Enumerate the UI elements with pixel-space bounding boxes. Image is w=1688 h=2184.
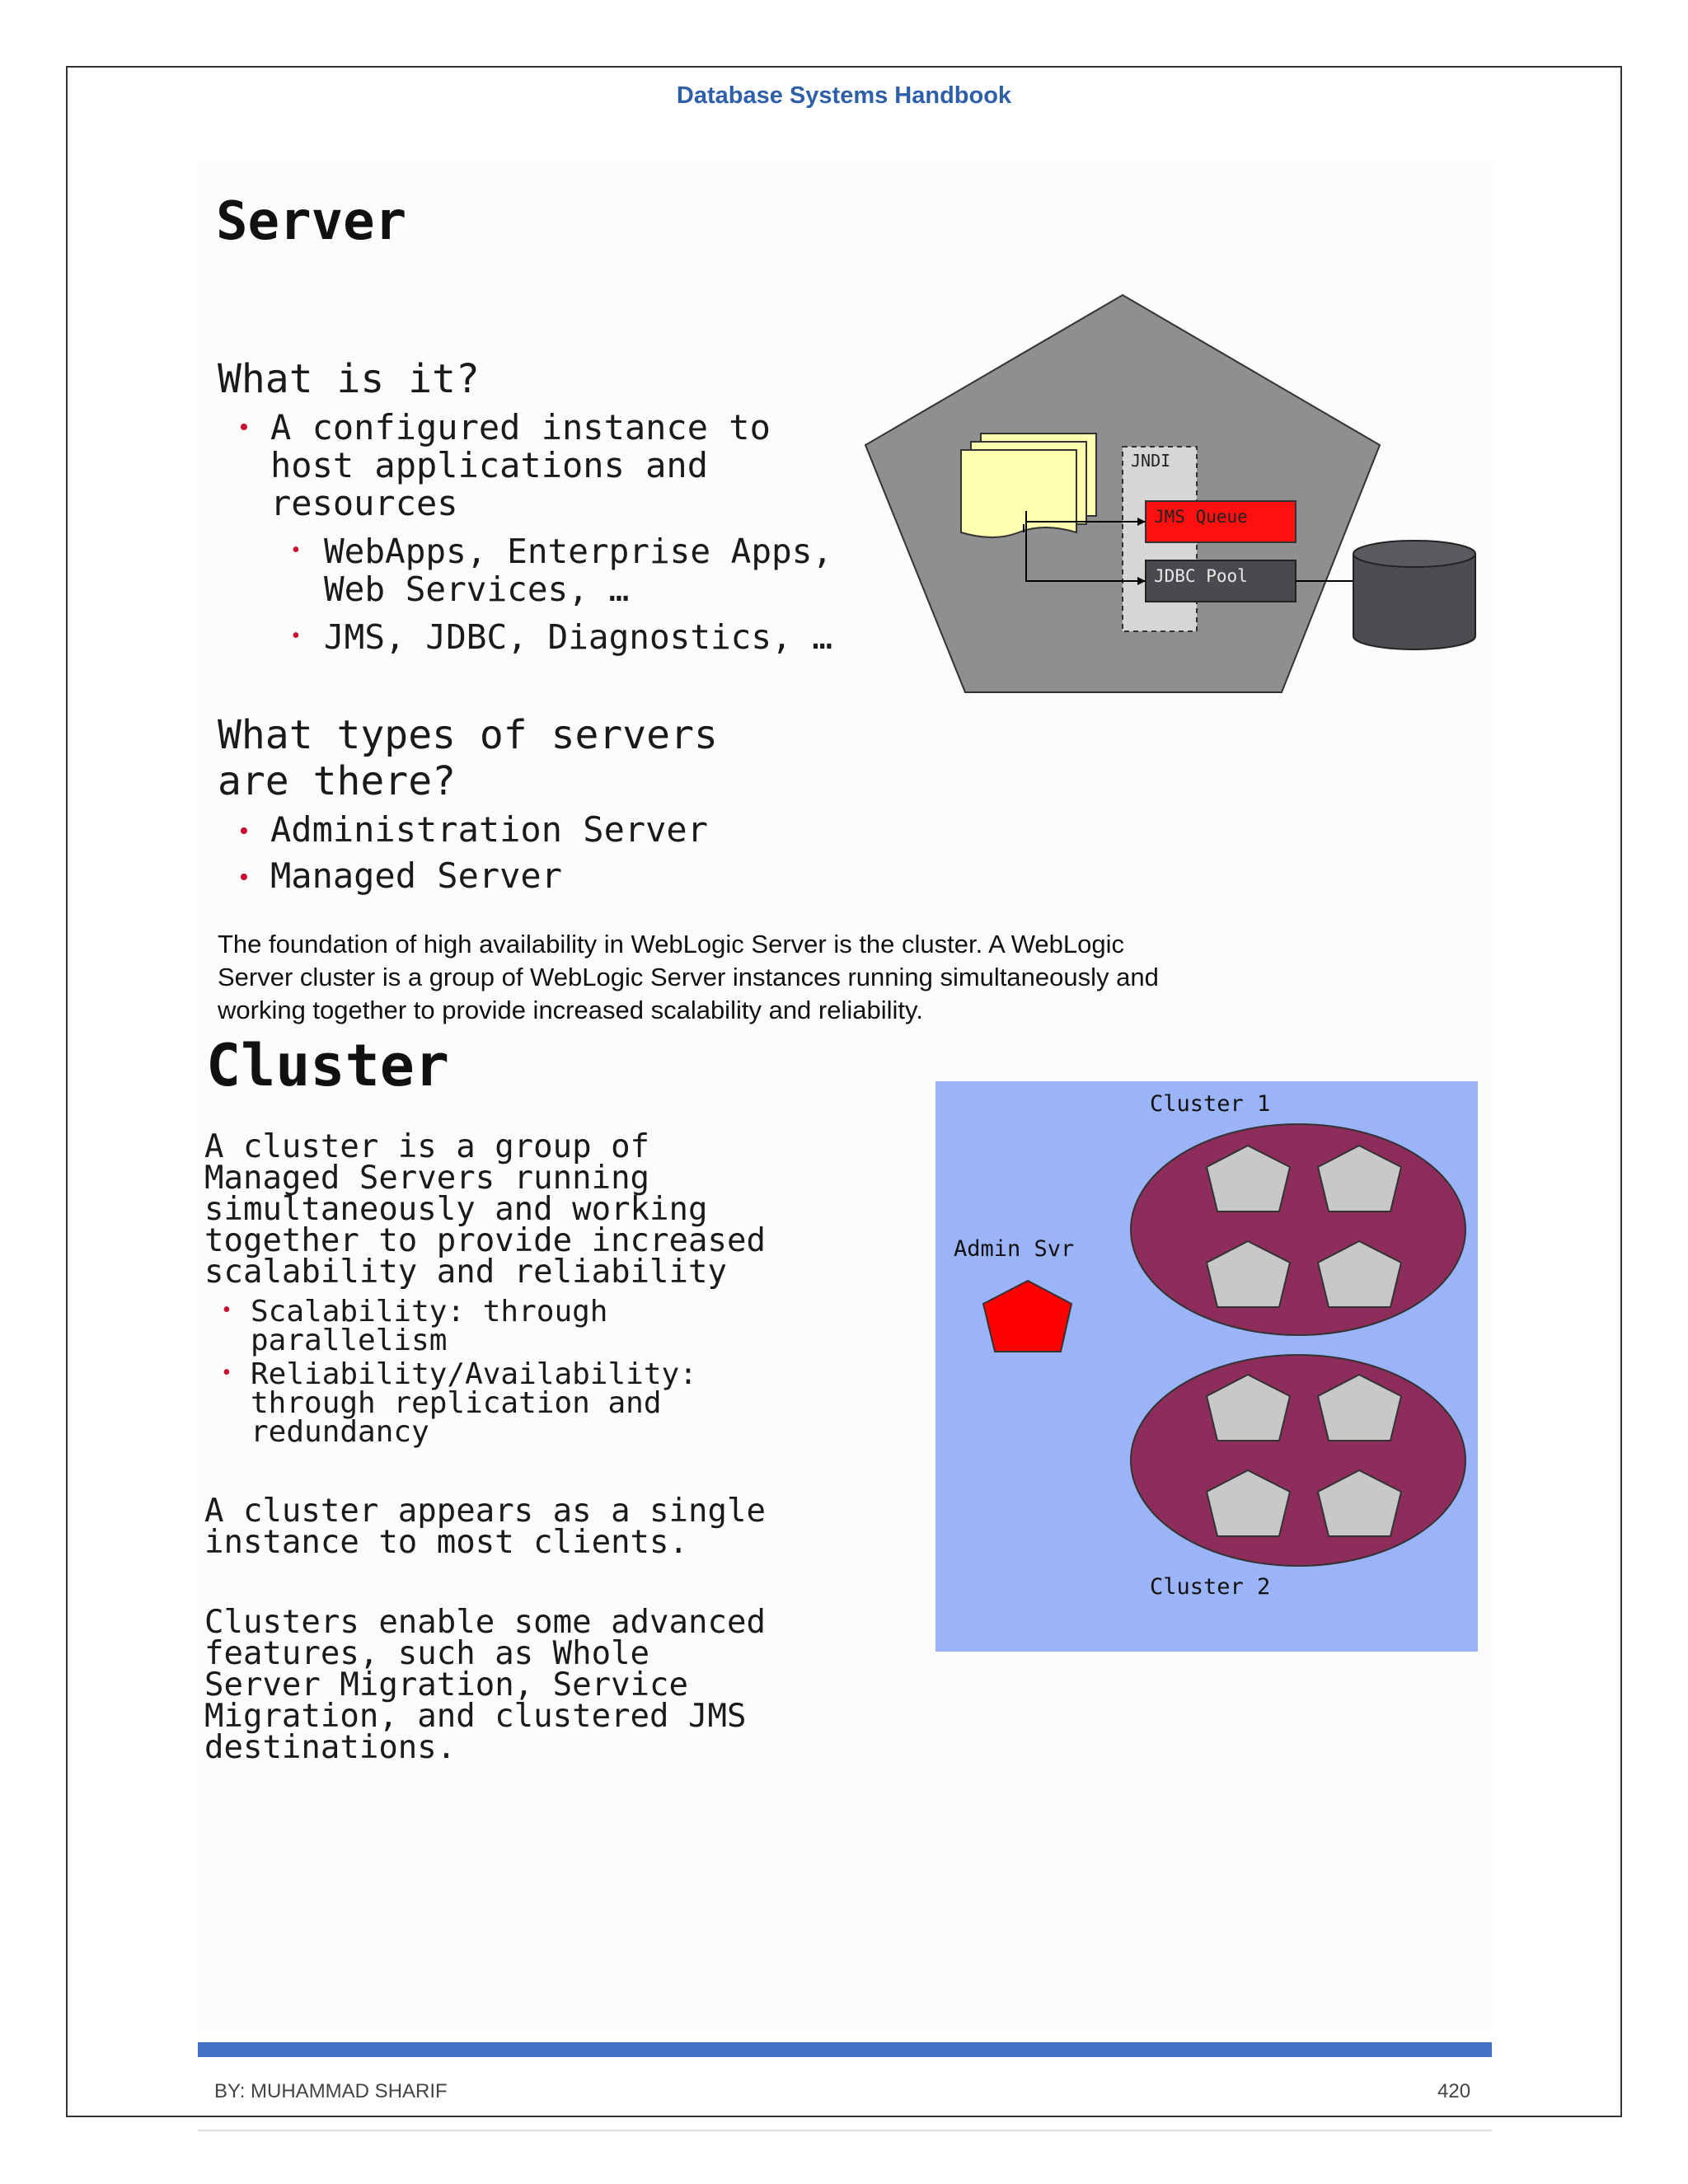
header-title: Database Systems Handbook xyxy=(676,82,1012,109)
advanced-features-line2: features, such as Whole xyxy=(204,1635,650,1672)
server-diagram xyxy=(857,288,1484,701)
advanced-features-line3: Server Migration, Service xyxy=(204,1666,688,1704)
intro-paragraph-line3: working together to provide increased scalability and reliability. xyxy=(218,996,923,1024)
page-number: 420 xyxy=(1437,2080,1471,2102)
jdbc-pool-label: JDBC Pool xyxy=(1154,566,1248,586)
footer-author: BY: MUHAMMAD SHARIF xyxy=(214,2080,448,2102)
advanced-features-line5: destinations. xyxy=(204,1729,457,1766)
cluster-intro-line5: scalability and reliability xyxy=(204,1254,727,1291)
jms-queue-label: JMS Queue xyxy=(1154,507,1248,527)
database-cylinder-body xyxy=(1353,554,1475,649)
question-types-line2: are there? xyxy=(218,758,456,804)
bullet-configured-line1: A configured instance to xyxy=(270,407,771,448)
advanced-features-line1: Clusters enable some advanced xyxy=(204,1604,766,1641)
scalability-line2: parallelism xyxy=(251,1324,448,1357)
scalability-line1: Scalability: through xyxy=(251,1295,608,1329)
database-cylinder-top xyxy=(1353,541,1475,567)
cluster-diagram xyxy=(935,1081,1478,1652)
cluster1-label: Cluster 1 xyxy=(1150,1091,1271,1117)
cluster-intro-line1: A cluster is a group of xyxy=(204,1128,650,1165)
sub-bullet-webapps-line2: Web Services, … xyxy=(324,569,630,609)
cluster2-label: Cluster 2 xyxy=(1150,1574,1271,1600)
bullet-dot: • xyxy=(292,537,300,563)
cluster1-oval xyxy=(1131,1124,1465,1335)
bullet-dot: • xyxy=(239,816,249,846)
bullet-dot: • xyxy=(239,412,249,443)
bullet-dot: • xyxy=(292,623,300,649)
sub-bullet-webapps-line1: WebApps, Enterprise Apps, xyxy=(324,532,833,571)
reliability-line2: through replication and xyxy=(251,1386,662,1420)
question-types-line1: What types of servers xyxy=(218,712,718,758)
cluster-intro-line4: together to provide increased xyxy=(204,1222,766,1259)
admin-server-label: Admin Svr xyxy=(954,1236,1075,1262)
single-instance-line1: A cluster appears as a single xyxy=(204,1493,766,1530)
single-instance-line2: instance to most clients. xyxy=(204,1524,688,1561)
advanced-features-line4: Migration, and clustered JMS xyxy=(204,1698,747,1735)
question-what-is-it: What is it? xyxy=(218,356,480,402)
bullet-configured-line2: host applications and xyxy=(270,445,709,485)
cluster-intro-line3: simultaneously and working xyxy=(204,1191,708,1228)
bullet-configured-line3: resources xyxy=(270,483,458,523)
bullet-dot: • xyxy=(239,862,249,893)
cluster-intro-line2: Managed Servers running xyxy=(204,1160,650,1197)
bullet-admin-server: Administration Server xyxy=(270,809,709,850)
app-page-front xyxy=(961,450,1076,537)
intro-paragraph-line2: Server cluster is a group of WebLogic Server instances running simultaneously and xyxy=(218,963,1159,991)
bullet-dot: • xyxy=(223,1297,231,1323)
cluster2-oval xyxy=(1131,1355,1465,1566)
intro-paragraph-line1: The foundation of high availability in WebLogic Server is the cluster. A WebLogic xyxy=(218,930,1125,958)
jndi-label: JNDI xyxy=(1131,451,1171,471)
reliability-line1: Reliability/Availability: xyxy=(251,1357,697,1391)
footer-bar xyxy=(198,2042,1492,2057)
server-title: Server xyxy=(216,191,407,252)
sub-bullet-jms: JMS, JDBC, Diagnostics, … xyxy=(324,617,833,657)
bullet-dot: • xyxy=(223,1360,231,1385)
bottom-divider xyxy=(198,2130,1492,2131)
cluster-title: Cluster xyxy=(206,1032,450,1099)
bullet-managed-server: Managed Server xyxy=(270,855,563,896)
reliability-line3: redundancy xyxy=(251,1415,429,1449)
